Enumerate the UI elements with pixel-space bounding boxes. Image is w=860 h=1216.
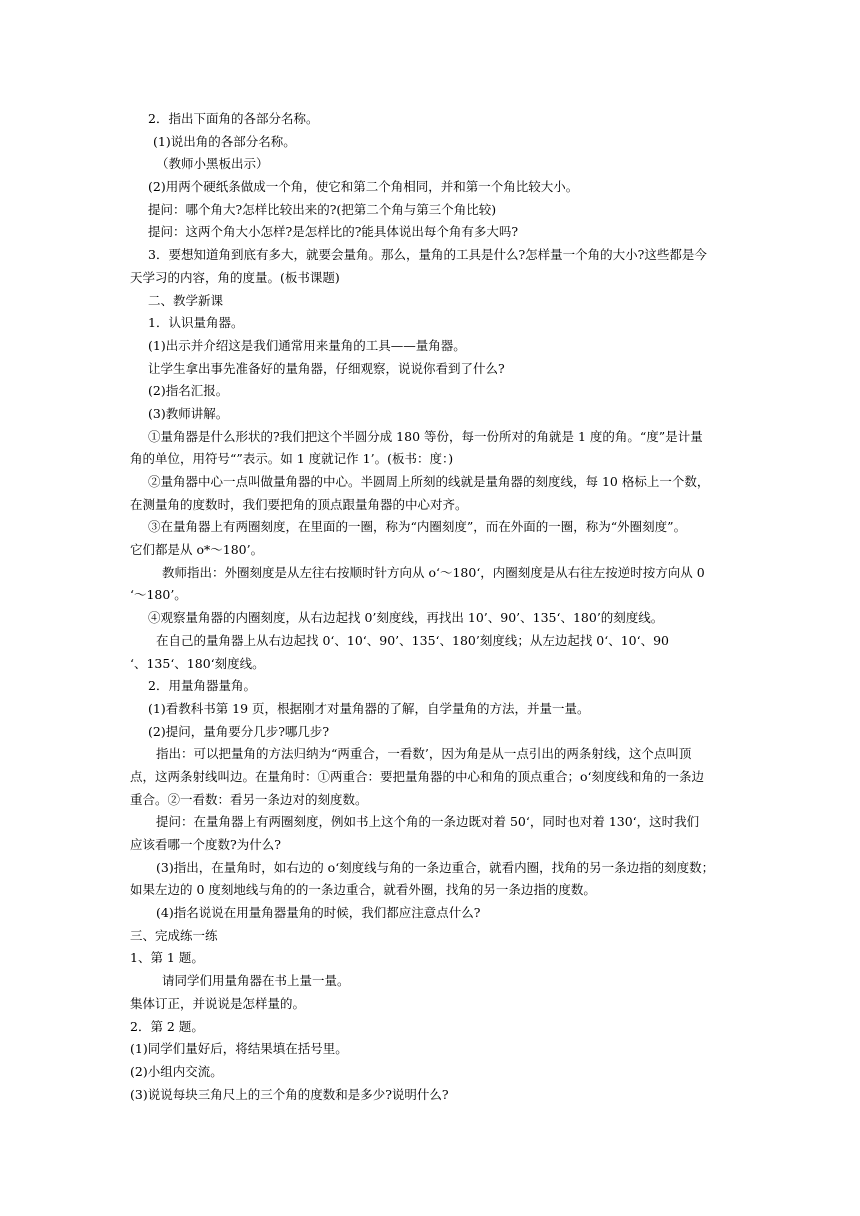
text-line: (3)说说每块三角尺上的三个角的度数和是多少?说明什么? <box>130 1086 449 1102</box>
text-line: (3)教师讲解。 <box>148 405 229 421</box>
text-line: 天学习的内容，角的度量。(板书课题) <box>130 269 340 285</box>
text-line: 重合。②一看数：看另一条边对的刻度数。 <box>130 791 368 807</box>
text-line: 角的单位，用符号“”表示。如 1 度就记作 1’。(板书：度：) <box>130 451 454 467</box>
text-line: 教师指出：外圈刻度是从左往右按顺时针方向从 o‘～180‘，内圈刻度是从右往左按逆时按方向从 0 <box>162 564 705 580</box>
text-line: 让学生拿出事先准备好的量角器，仔细观察，说说你看到了什么? <box>148 360 505 376</box>
text-line: 2．用量角器量角。 <box>148 678 256 694</box>
text-line: 3．要想知道角到底有多大，就要会量角。那么，量角的工具是什么?怎样量一个角的大小?这些都是今 <box>148 247 707 263</box>
text-line: 点，这两条射线叫边。在量角时：①两重合：要把量角器的中心和角的顶点重合；o‘刻度线和角的一条边 <box>130 768 705 784</box>
text-line: (4)指名说说在用量角器量角的时候，我们都应注意点什么? <box>156 905 481 921</box>
text-line: (2)指名汇报。 <box>148 383 229 399</box>
text-line: 2．第 2 题。 <box>130 1018 204 1034</box>
text-line: ‘、135‘、180‘刻度线。 <box>130 655 265 671</box>
text-line: (1)看教科书第 19 页，根据刚才对量角器的了解，自学量角的方法，并量一量。 <box>148 700 590 716</box>
text-line: (2)提问，量角要分几步?哪几步? <box>148 723 330 739</box>
text-line: (2)小组内交流。 <box>130 1063 223 1079</box>
text-line: 二、教学新课 <box>148 292 224 308</box>
text-line: (1)同学们量好后，将结果填在括号里。 <box>130 1041 348 1057</box>
text-line: 请同学们用量角器在书上量一量。 <box>162 973 350 989</box>
text-line: （教师小黑板出示） <box>156 156 269 172</box>
text-line: 应该看哪一个度数?为什么? <box>130 837 281 852</box>
text-line: ②量角器中心一点叫做量角器的中心。半圆周上所刻的线就是量角器的刻度线，每 10 格标上一个数， <box>148 474 710 489</box>
text-line: 2．指出下面角的各部分名称。 <box>148 111 319 126</box>
document-body <box>130 108 760 1106</box>
text-line: ①量角器是什么形状的?我们把这个半圆分成 180 等份，每一份所对的角就是 1 度的角。“度”是计量 <box>148 428 703 444</box>
text-line: 在测量角的度数时，我们要把角的顶点跟量角器的中心对齐。 <box>130 496 468 512</box>
text-line: (1)说出角的各部分名称。 <box>153 133 296 149</box>
text-line: 提问：这两个角大小怎样?是怎样比的?能具体说出每个角有多大吗? <box>148 224 519 240</box>
text-line: ‘～180’。 <box>130 587 187 603</box>
text-line: 提问：哪个角大?怎样比较出来的?(把第二个角与第三个角比较) <box>148 201 497 217</box>
text-line: 三、完成练一练 <box>130 927 218 943</box>
text-line: 在自己的量角器上从右边起找 0‘、10‘、90’、135‘、180’刻度线；从左边起找 0‘、10‘、90 <box>156 632 670 648</box>
text-line: ③在量角器上有两圈刻度，在里面的一圈，称为“内圈刻度”，而在外面的一圈，称为“外圈刻度”。 <box>148 519 687 535</box>
text-line: 集体订正，并说说是怎样量的。 <box>130 995 306 1011</box>
text-line: 提问：在量角器上有两圈刻度，例如书上这个角的一条边既对着 50‘，同时也对着 130‘，这时我们 <box>156 814 700 830</box>
text-line: ④观察量角器的内圈刻度，从右边起找 0’刻度线，再找出 10’、90’、135‘、180’的刻度线。 <box>148 610 664 626</box>
text-line: (1)出示并介绍这是我们通常用来量角的工具——量角器。 <box>148 337 466 353</box>
text-line: (2)用两个硬纸条做成一个角，使它和第二个角相同，并和第一个角比较大小。 <box>148 179 579 195</box>
text-line: (3)指出，在量角时，如右边的 o‘刻度线与角的一条边重合，就看内圈，找角的另一条边指的刻度数； <box>156 859 715 875</box>
text-line: 1．认识量角器。 <box>148 315 244 331</box>
text-line: 它们都是从 o*～180’。 <box>130 542 264 558</box>
text-line: 指出：可以把量角的方法归纳为“两重合，一看数’，因为角是从一点引出的两条射线，这个点叫顶 <box>156 746 692 762</box>
text-line: 如果左边的 0 度刻地线与角的的一条边重合，就看外圈，找角的另一条边指的度数。 <box>130 882 596 898</box>
text-line: 1、第 1 题。 <box>130 950 204 966</box>
